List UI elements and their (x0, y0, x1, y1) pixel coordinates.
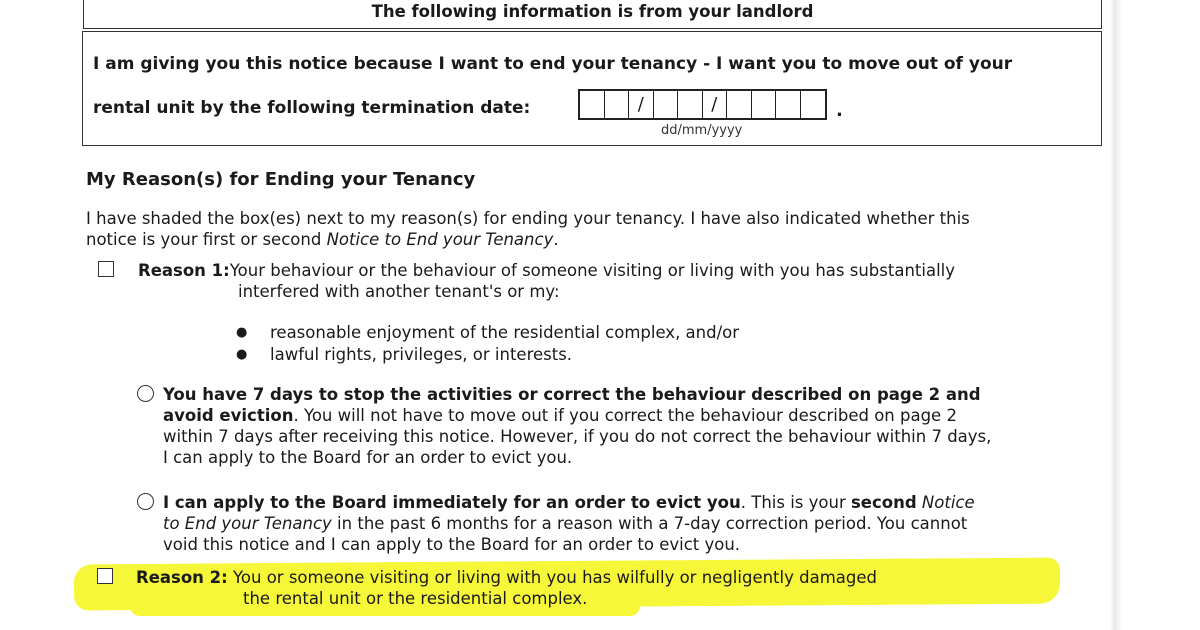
option-2-second: second (850, 493, 917, 512)
date-month-digit-1[interactable] (654, 91, 679, 118)
intro-line-1: I have shaded the box(es) next to my reason(s) for ending your tenancy. I have also indicated whether this (86, 209, 970, 228)
option-immediate-radio[interactable] (137, 493, 154, 510)
date-format-hint: dd/mm/yyyy (661, 123, 743, 138)
date-separator: / (703, 91, 728, 118)
option-2-notice: Notice (921, 493, 975, 512)
option-2-line-2 (163, 513, 975, 534)
bullet-text: reasonable enjoyment of the residential complex, and/or (270, 322, 740, 342)
reason-2-line-2: the rental unit or the residential complex. (243, 589, 588, 608)
landlord-header: The following information is from your landlord (371, 2, 814, 21)
reason-2-text (136, 567, 877, 609)
termination-date-field[interactable] (578, 89, 827, 120)
list-item (236, 343, 739, 365)
reason-1-line-1 (138, 260, 955, 281)
intro-line-2 (86, 229, 970, 250)
date-year-digit-1[interactable] (727, 91, 752, 118)
reason-1-description: Your behaviour or the behaviour of someone visiting or living with you has substantially (229, 261, 956, 280)
option-1-line-2 (163, 405, 991, 426)
date-day-digit-2[interactable] (605, 91, 630, 118)
bullet-icon: ● (236, 324, 248, 340)
option-2-line-3: void this notice and I can apply to the Board for an order to evict you. (163, 535, 741, 554)
intro-text: notice is your first or second (86, 230, 327, 249)
date-year-digit-3[interactable] (776, 91, 801, 118)
option-1-line-4: I can apply to the Board for an order to evict you. (163, 448, 573, 467)
reason-2-checkbox[interactable] (97, 568, 113, 584)
date-day-digit-1[interactable] (580, 91, 605, 118)
notice-line-1: I am giving you this notice because I want to end your tenancy - I want you to move out of your (93, 54, 1013, 74)
intro-notice-title: Notice to End your Tenancy (326, 230, 554, 249)
notice-line-2: rental unit by the following termination date: (93, 98, 531, 118)
date-year-digit-2[interactable] (752, 91, 777, 118)
date-month-digit-2[interactable] (678, 91, 703, 118)
date-year-digit-4[interactable] (801, 91, 826, 118)
bullet-icon: ● (236, 346, 248, 362)
reason-2-line-1 (136, 567, 877, 588)
reason-2-label: Reason 2: (136, 568, 228, 587)
option-1-line-3: within 7 days after receiving this notice. However, if you do not correct the behaviour within 7 days, (163, 427, 992, 446)
option-7-days-text (163, 384, 991, 468)
reason-1-checkbox[interactable] (98, 261, 114, 277)
date-period: . (836, 100, 843, 121)
option-2-line-2-rest: in the past 6 months for a reason with a 7-day correction period. You cannot (331, 514, 968, 533)
page-edge-shadow (1110, 0, 1122, 630)
reason-1-line-2: interfered with another tenant's or my: (238, 282, 560, 301)
bullet-text: lawful rights, privileges, or interests. (270, 344, 573, 364)
option-2-notice-title: to End your Tenancy (163, 514, 332, 533)
reason-2-description: You or someone visiting or living with you has wilfully or negligently damaged (227, 568, 877, 587)
option-1-line-1: You have 7 days to stop the activities or correct the behaviour described on page 2 and (163, 385, 981, 404)
section-intro (86, 208, 970, 250)
option-2-line-1 (163, 492, 975, 513)
reason-1-text (138, 260, 955, 302)
option-immediate-text (163, 492, 975, 555)
section-heading: My Reason(s) for Ending your Tenancy (86, 169, 476, 190)
list-item (236, 321, 739, 343)
option-2-mid: . This is your (740, 493, 851, 512)
intro-period: . (553, 230, 559, 249)
option-2-bold-start: I can apply to the Board immediately for an order to evict you (163, 493, 741, 512)
option-7-days-radio[interactable] (137, 385, 154, 402)
date-separator: / (629, 91, 654, 118)
reason-1-bullets (236, 321, 739, 365)
option-1-line-2-rest: . You will not have to move out if you correct the behaviour described on page 2 (293, 406, 957, 425)
reason-1-label: Reason 1: (138, 261, 230, 280)
option-1-avoid-eviction: avoid eviction (163, 406, 294, 425)
